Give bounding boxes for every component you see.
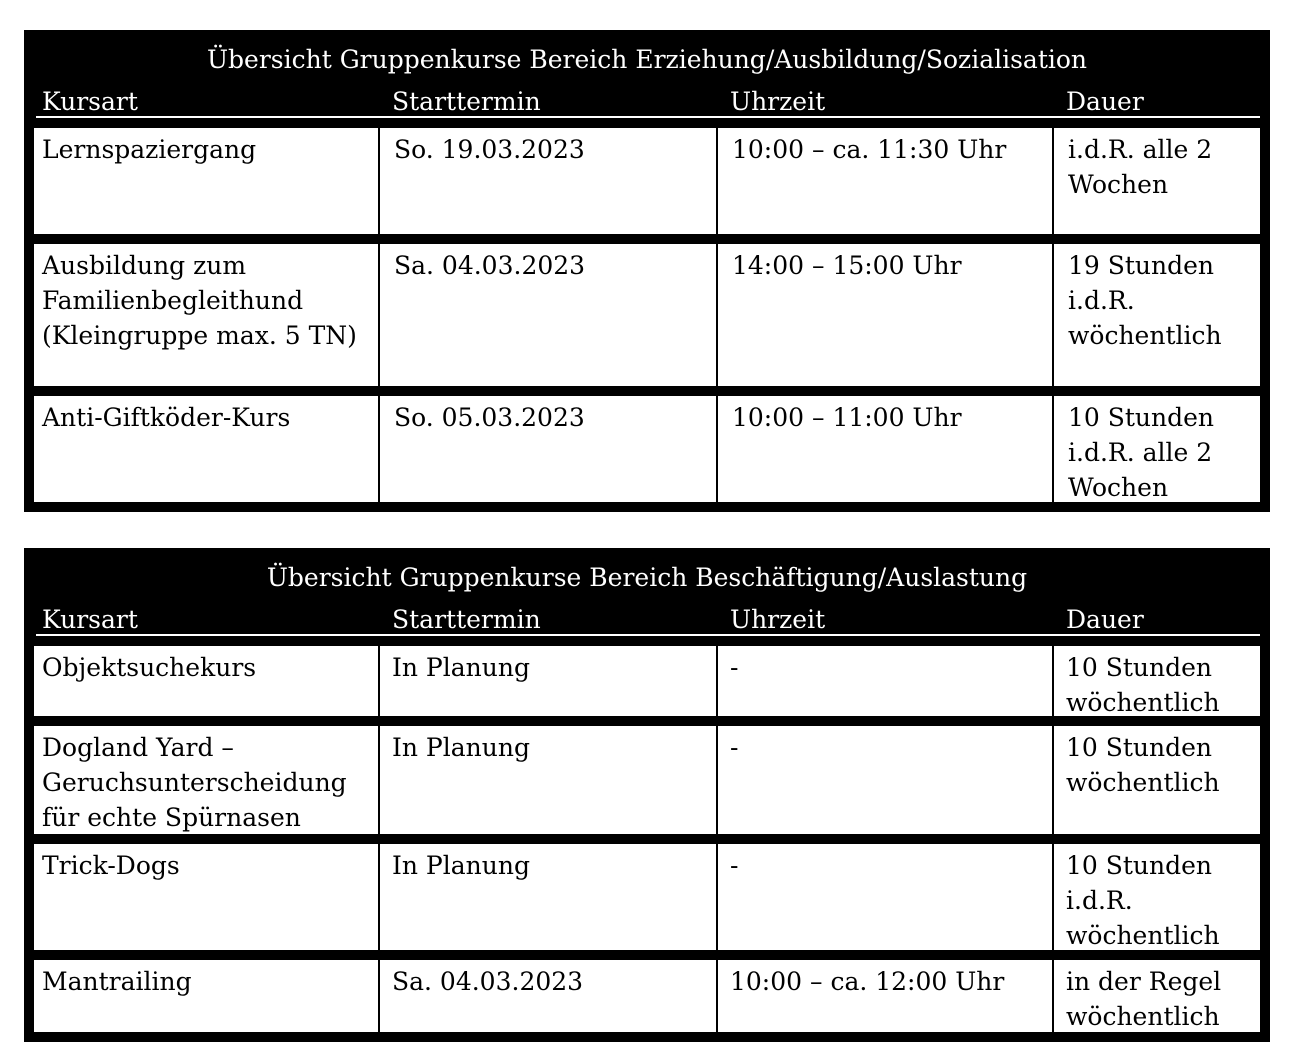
- row2-uhrzeit: 14:00 – 15:00 Uhr: [718, 244, 1052, 386]
- row2-dauer: 19 Stunden i.d.R. wöchentlich: [1054, 244, 1260, 386]
- header-rule: [36, 116, 1260, 118]
- row2-starttermin: In Planung: [380, 726, 716, 834]
- header-rule: [36, 634, 1260, 636]
- row1-starttermin: So. 19.03.2023: [380, 128, 716, 234]
- row1-starttermin: In Planung: [380, 646, 716, 716]
- row1-dauer: i.d.R. alle 2 Wochen: [1054, 128, 1260, 234]
- row2-starttermin: Sa. 04.03.2023: [380, 244, 716, 386]
- row3-starttermin: So. 05.03.2023: [380, 396, 716, 502]
- row3-kursart: Anti-Giftköder-Kurs: [34, 396, 378, 502]
- row3-uhrzeit: -: [718, 844, 1052, 950]
- row1-dauer: 10 Stunden wöchentlich: [1054, 646, 1260, 716]
- row4-starttermin: Sa. 04.03.2023: [380, 960, 716, 1032]
- row1-uhrzeit: -: [718, 646, 1052, 716]
- header-dauer: Dauer: [1066, 605, 1144, 634]
- row1-uhrzeit: 10:00 – ca. 11:30 Uhr: [718, 128, 1052, 234]
- row2-kursart: Ausbildung zum Familienbegleithund (Kleingruppe max. 5 TN): [34, 244, 378, 386]
- row4-uhrzeit: 10:00 – ca. 12:00 Uhr: [718, 960, 1052, 1032]
- row2-dauer: 10 Stunden wöchentlich: [1054, 726, 1260, 834]
- row4-kursart: Mantrailing: [34, 960, 378, 1032]
- course-table-beschaeftigung: [24, 548, 1270, 1042]
- row3-dauer: 10 Stunden i.d.R. wöchentlich: [1054, 844, 1260, 950]
- row4-dauer: in der Regel wöchentlich: [1054, 960, 1260, 1032]
- header-dauer: Dauer: [1066, 87, 1144, 116]
- table-title: Übersicht Gruppenkurse Bereich Erziehung/Ausbildung/Sozialisation: [206, 45, 1088, 74]
- header-uhrzeit: Uhrzeit: [730, 87, 826, 116]
- row3-dauer: 10 Stunden i.d.R. alle 2 Wochen: [1054, 396, 1260, 502]
- row1-kursart: Lernspaziergang: [34, 128, 378, 234]
- row3-kursart: Trick-Dogs: [34, 844, 378, 950]
- row2-uhrzeit: -: [718, 726, 1052, 834]
- header-starttermin: Starttermin: [392, 605, 541, 634]
- header-starttermin: Starttermin: [392, 87, 541, 116]
- row3-starttermin: In Planung: [380, 844, 716, 950]
- course-table-erziehung: [24, 30, 1270, 512]
- header-uhrzeit: Uhrzeit: [730, 605, 826, 634]
- row3-uhrzeit: 10:00 – 11:00 Uhr: [718, 396, 1052, 502]
- row2-kursart: Dogland Yard – Geruchsunterscheidung für echte Spürnasen: [34, 726, 378, 834]
- header-kursart: Kursart: [42, 605, 138, 634]
- row1-kursart: Objektsuchekurs: [34, 646, 378, 716]
- table-title: Übersicht Gruppenkurse Bereich Beschäftigung/Auslastung: [266, 563, 1028, 592]
- header-kursart: Kursart: [42, 87, 138, 116]
